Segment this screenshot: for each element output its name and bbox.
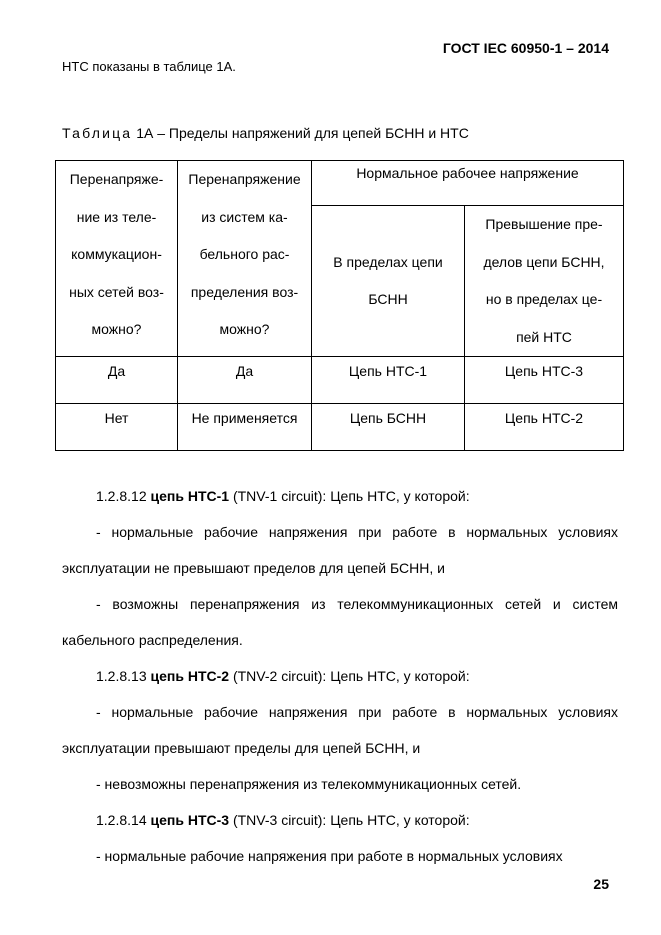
definitions-body: [62, 478, 618, 874]
definition-text: (TNV-3 circuit): Цепь НТС, у которой:: [229, 812, 470, 828]
header-cable-overvoltage: [178, 161, 312, 357]
header-line: пей НТС: [516, 328, 572, 345]
table-row: [56, 404, 624, 451]
list-item: - возможны перенапряжения из телекоммуникационных сетей и систем кабельного распределения.: [62, 596, 618, 648]
clause-number: 1.2.8.14: [96, 812, 151, 828]
header-line: можно?: [91, 321, 142, 337]
list-item: - нормальные рабочие напряжения при работе в нормальных условиях эксплуатации не превышают пределов для цепей БСНН, и: [62, 524, 618, 576]
definition-text: (TNV-1 circuit): Цепь НТС, у которой:: [229, 488, 470, 504]
table-cell: Цепь НТС-3: [465, 357, 624, 404]
header-line: можно?: [219, 321, 270, 337]
header-line: Перенапряже-: [69, 171, 164, 187]
list-item: - нормальные рабочие напряжения при работе в нормальных условиях эксплуатации превышают пределы для цепей БСНН, и: [62, 704, 618, 756]
header-line: пределения воз-: [190, 283, 299, 300]
header-line: делов цепи БСНН,: [483, 253, 605, 270]
header-line: Перенапряжение: [188, 171, 301, 187]
document-standard-header: ГОСТ IEC 60950-1 – 2014: [442, 40, 609, 56]
table-caption-label: Таблица: [62, 125, 133, 141]
definition-text: (TNV-2 circuit): Цепь НТС, у которой:: [229, 668, 470, 684]
header-line: ние из теле-: [76, 208, 157, 225]
header-line: БСНН: [368, 291, 408, 307]
table-caption-title: – Пределы напряжений для цепей БСНН и НТС: [153, 125, 469, 141]
intro-text: НТС показаны в таблице 1А.: [62, 59, 236, 74]
table-cell: Цепь БСНН: [312, 404, 465, 451]
table-cell: Цепь НТС-1: [312, 357, 465, 404]
table-cell: Цепь НТС-2: [465, 404, 624, 451]
header-exceeding-sels: [465, 206, 624, 357]
header-telecom-overvoltage: [56, 161, 178, 357]
header-line: ных сетей воз-: [69, 283, 164, 300]
header-line: но в пределах це-: [485, 291, 603, 307]
definition-tnv2: [62, 658, 618, 694]
header-within-sels: [312, 206, 465, 357]
header-line: Превышение пре-: [485, 216, 603, 232]
table-row: [56, 357, 624, 404]
header-line: В пределах цепи: [333, 253, 443, 270]
header-line: из систем ка-: [201, 208, 288, 225]
table-cell: Нет: [56, 404, 178, 451]
header-line: коммукацион-: [71, 246, 162, 262]
clause-number: 1.2.8.12: [96, 488, 151, 504]
table-cell: Не применяется: [178, 404, 312, 451]
table-cell: Да: [56, 357, 178, 404]
table-cell: Да: [178, 357, 312, 404]
defined-term: цепь НТС-1: [150, 488, 230, 504]
voltage-limits-table: [55, 160, 624, 451]
list-item: - нормальные рабочие напряжения при работе в нормальных условиях: [96, 848, 563, 864]
header-normal-working-voltage: Нормальное рабочее напряжение: [312, 161, 624, 206]
table-caption-number: 1А: [136, 125, 154, 141]
defined-term: цепь НТС-3: [150, 812, 230, 828]
clause-number: 1.2.8.13: [96, 668, 151, 684]
defined-term: цепь НТС-2: [150, 668, 230, 684]
definition-tnv3: [62, 802, 618, 838]
page-number: 25: [593, 876, 609, 892]
table-caption: [62, 125, 469, 141]
definition-tnv1: [62, 478, 618, 514]
list-item: - невозможны перенапряжения из телекоммуникационных сетей.: [96, 776, 522, 792]
header-line: бельного рас-: [199, 246, 290, 262]
